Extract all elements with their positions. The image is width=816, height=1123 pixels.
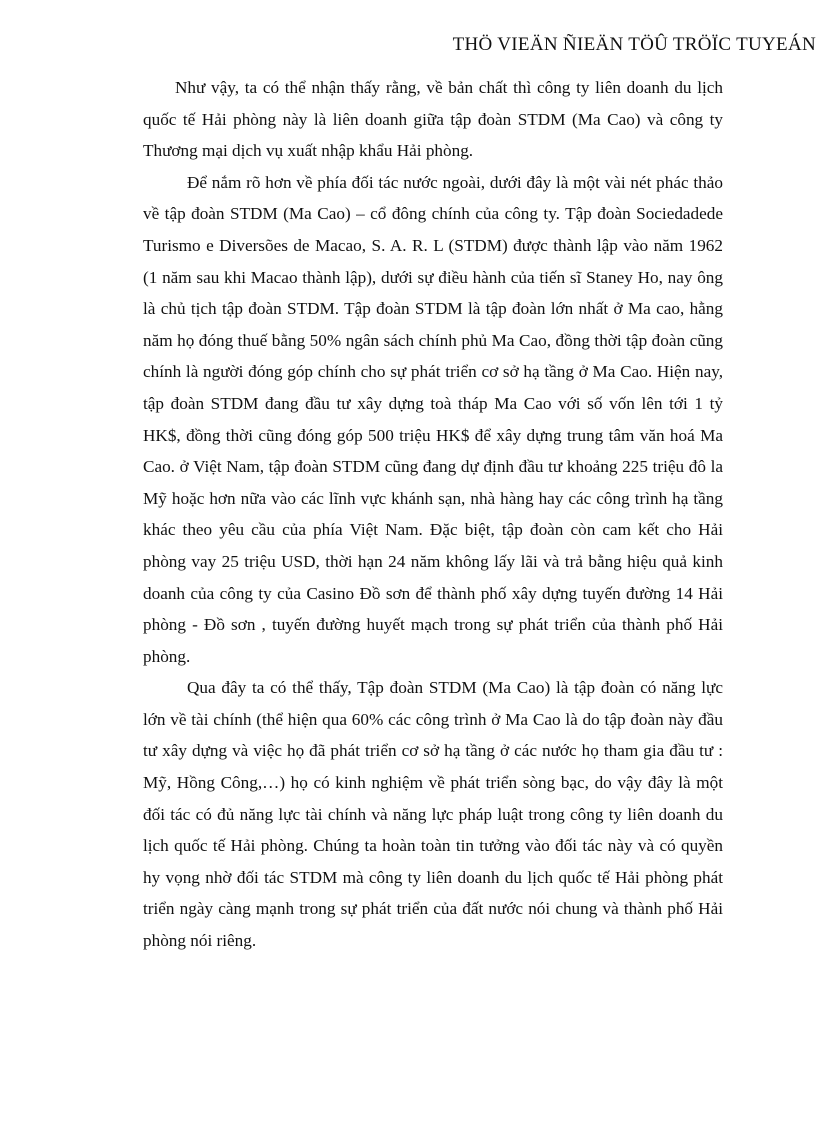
paragraph-conclusion: Qua đây ta có thể thấy, Tập đoàn STDM (Ma Cao) là tập đoàn có năng lực lớn về tài chính (thể hiện qua 60% các công trình ở Ma Cao là do tập đoàn này đầu tư xây dựng và việc họ đã phát triển cơ sở hạ tầng ở các nước họ tham gia đầu tư : Mỹ, Hồng Công,…) họ có kinh nghiệm về phát triển sòng bạc, do vậy đây là một đối tác có đủ năng lực tài chính và năng lực pháp luật trong công ty liên doanh du lịch quốc tế Hải phòng. Chúng ta hoàn toàn tin tưởng vào đối tác này và có quyền hy vọng nhờ đối tác STDM mà công ty liên doanh du lịch quốc tế Hải phòng phát triển ngày càng mạnh trong sự phát triển của đất nước nói chung và thành phố Hải phòng nói riêng. — [143, 678, 723, 951]
page-header-title: THÖ VIEÄN ÑIEÄN TÖÛ TRÖÏC TUYEÁN — [452, 34, 816, 55]
paragraph-stdm-profile: Để nắm rõ hơn về phía đối tác nước ngoài, dưới đây là một vài nét phác thảo về tập đoàn STDM (Ma Cao) – cổ đông chính của công ty. Tập đoàn Sociedadede Turismo e Diversões de Macao, S. A. R. L (STDM) được thành lập vào năm 1962 (1 năm sau khi Macao thành lập), dưới sự điều hành của tiến sĩ Staney Ho, nay ông là chủ tịch tập đoàn STDM. Tập đoàn STDM là tập đoàn lớn nhất ở Ma cao, hằng năm họ đóng thuế bằng 50% ngân sách chính phủ Ma Cao, đồng thời tập đoàn cũng chính là người đóng góp chính cho sự phát triển cơ sở hạ tầng ở Ma Cao. Hiện nay, tập đoàn STDM đang đầu tư xây dựng toà tháp Ma Cao với số vốn lên tới 1 tỷ HK$, đồng thời cũng đóng góp 500 triệu HK$ để xây dựng trung tâm văn hoá Ma Cao. ở Việt Nam, tập đoàn STDM cũng đang dự định đầu tư khoảng 225 triệu đô la Mỹ hoặc hơn nữa vào các lĩnh vực khánh sạn, nhà hàng hay các công trình hạ tầng khác theo yêu cầu của phía Việt Nam. Đặc biệt, tập đoàn còn cam kết cho Hải phòng vay 25 triệu USD, thời hạn 24 năm không lấy lãi và trả bằng hiệu quả kinh doanh của công ty của Casino Đồ sơn để thành phố xây dựng tuyến đường 14 Hải phòng - Đồ sơn , tuyến đường huyết mạch trong sự phát triển của thành phố Hải phòng. — [143, 172, 723, 666]
paragraph-summary: Như vậy, ta có thể nhận thấy rằng, về bản chất thì công ty liên doanh du lịch quốc tế Hải phòng này là liên doanh giữa tập đoàn STDM (Ma Cao) và công ty Thương mại dịch vụ xuất nhập khẩu Hải phòng. — [143, 78, 723, 161]
document-body — [143, 72, 723, 957]
